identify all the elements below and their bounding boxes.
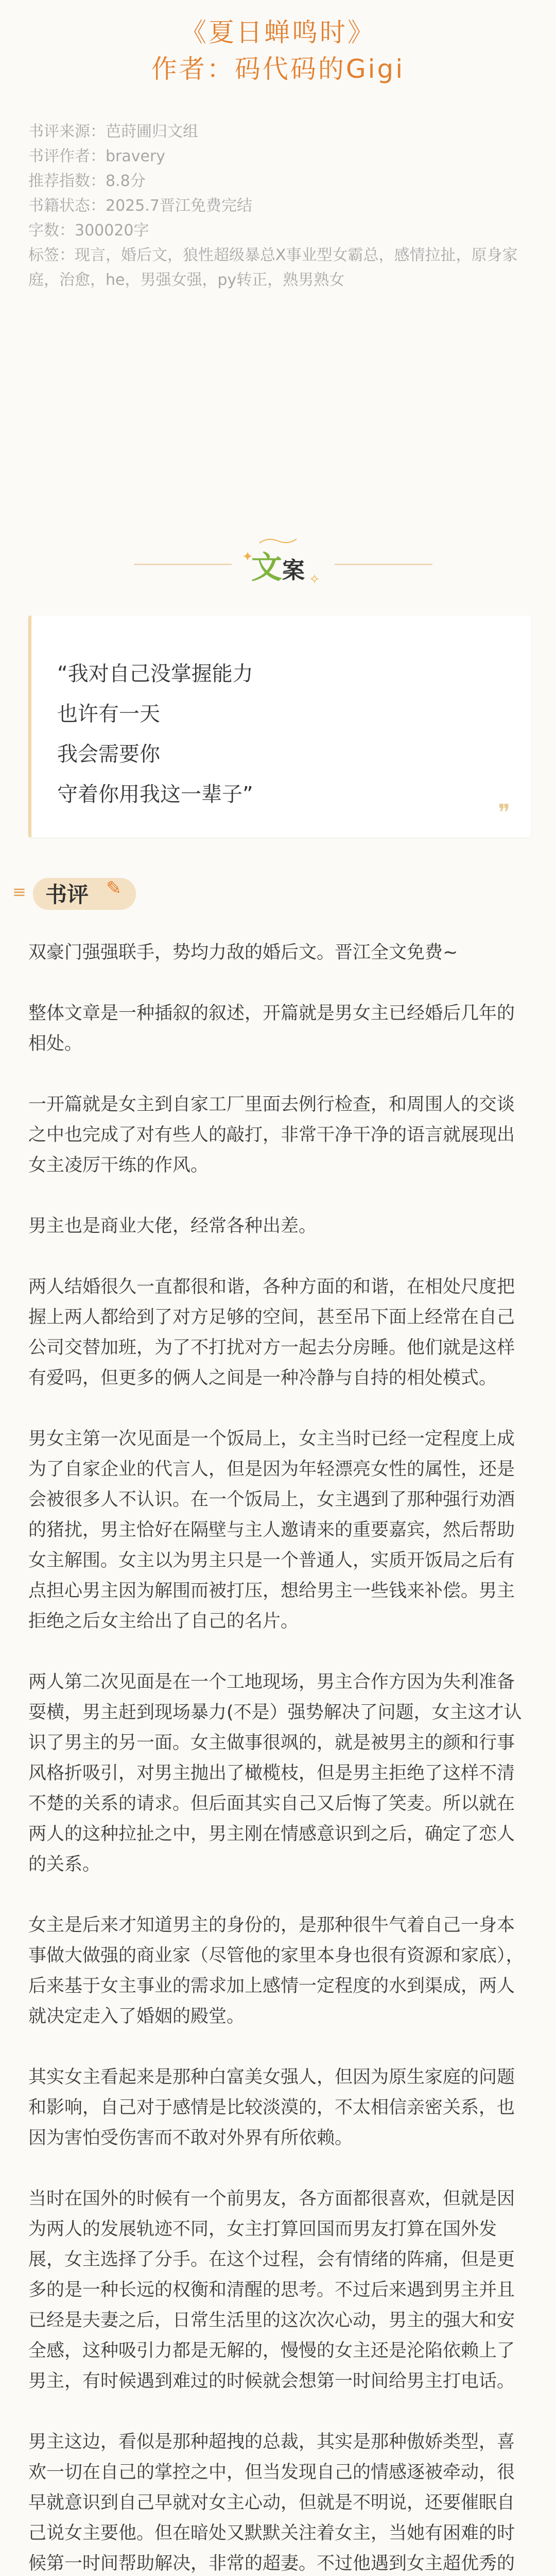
author-line: 作者：码代码的Gigi bbox=[151, 54, 405, 84]
info-rating: 推荐指数：8.8分 bbox=[28, 172, 146, 190]
review-paragraph: 男主也是商业大佬，经常各种出差。 bbox=[28, 1216, 317, 1236]
review-paragraph: 其实女主看起来是那种白富美女强人，但因为原生家庭的问题和影响，自己对于感情是比较淡漠的，不太相信亲密关系，也因为害怕受伤害而不敢对外界有所依赖。 bbox=[28, 2067, 515, 2148]
review-tag-title: 书评 bbox=[45, 882, 89, 907]
review-paragraph: 男女主第一次见面是一个饭局上，女主当时已经一定程度上成为了自家企业的代言人，但是因为年轻漂亮女性的属性，还是会被很多人不认识。在一个饭局上，女主遇到了那种强行劝酒的猪扰，男主恰好在隔壁与主人邀请来的重要嘉宾，然后帮助女主解围。女主以为男主只是一个普通人，实质开饭局之后有点担心男主因为解围而被打压，想给男主一些钱来补偿。男主拒绝之后女主给出了自己的名片。 bbox=[28, 1429, 515, 1632]
review-body bbox=[28, 938, 528, 2576]
blurb-line: 也许有一天 bbox=[57, 702, 160, 726]
review-paragraph: 当时在国外的时候有一个前男友，各方面都很喜欢，但就是因为两人的发展轨迹不同，女主打算回国而男友打算在国外发展，女主选择了分手。在这个过程，会有情绪的阵痛，但是更多的是一种长远的权衡和清醒的思考。不过后来遇到男主并且已经是夫妻之后，日常生活里的这次次心动，男主的强大和安全感，这种吸引力都是无解的，慢慢的女主还是沦陷依赖上了男主，有时候遇到难过的时候就会想第一时间给男主打电话。 bbox=[28, 2189, 515, 2392]
pen-icon: ✎ bbox=[106, 878, 122, 899]
review-paragraph: 一开篇就是女主到自家工厂里面去例行检查，和周围人的交谈之中也完成了对有些人的敲打，非常干净干净的语言就展现出女主凌厉干练的作风。 bbox=[28, 1094, 515, 1176]
corner-quote-icon: ❞ bbox=[498, 800, 510, 826]
review-paragraph: 男主这边，看似是那种超拽的总裁，其实是那种傲娇类型，喜欢一切在自己的掌控之中，但当发现自己的情感逐被牵动，很早就意识到自己早就对女主心动，但就是不明说，还要催眠自己说女主要他。但在暗处又默默关注着女主，当她有困难的时候第一时间帮助解决，非常的超妻。不过他遇到女主超优秀的 bbox=[28, 2432, 515, 2574]
info-tags: 标签：现言，婚后文，狼性超级暴总X事业型女霸总，感情拉扯，原身家庭，治愈，he，男强女强，py转正，熟男熟女 bbox=[28, 246, 518, 289]
info-reviewer: 书评作者：bravery bbox=[28, 147, 166, 165]
section-title-first: 文 bbox=[251, 550, 282, 586]
section-heading-review bbox=[12, 871, 141, 917]
section-title bbox=[0, 543, 556, 587]
blurb-box bbox=[28, 616, 531, 837]
review-paragraph: 两人结婚很久一直都很和谐，各种方面的和谐，在相处尺度把握上两人都给到了对方足够的空间，甚至吊下面上经常在自己公司交替加班，为了不打扰对方一起去分房睡。他们就是这样有爱吗，但更多的俩人之间是一种冷静与自持的相处模式。 bbox=[28, 1277, 515, 1388]
book-title: 《夏日蝉鸣时》 bbox=[181, 18, 375, 47]
review-paragraph: 双豪门强强联手，势均力敌的婚后文。晋江全文免费~ bbox=[28, 942, 458, 963]
blurb-line: “我对自己没掌握能力 bbox=[57, 662, 253, 686]
book-info bbox=[28, 120, 523, 293]
blurb-lines bbox=[57, 654, 253, 815]
blurb-line: 我会需要你 bbox=[57, 742, 160, 766]
review-paragraph: 女主是后来才知道男主的身份的，是那种很牛气着自己一身本事做大做强的商业家（尽管他的家里本身也很有资源和家底），后来基于女主事业的需求加上感情一定程度的水到渠成，两人就决定走入了婚姻的殿堂。 bbox=[28, 1915, 524, 2027]
review-paragraph: 两人第二次见面是在一个工地现场，男主合作方因为失利准备耍横，男主赶到现场暴力(不是）强势解决了问题，女主这才认识了男主的另一面。女主做事很飒的，就是被男主的颜和行事风格折吸引，对男主抛出了橄榄枝，但是男主拒绝了这样不清不楚的关系的请求。但后面其实自己又后悔了笑麦。所以就在两人的这种拉扯之中，男主刚在情感意识到之后，确定了恋人的关系。 bbox=[28, 1672, 522, 1875]
info-word-count: 字数：300020字 bbox=[28, 222, 149, 240]
info-source: 书评来源：芭莳圃归文组 bbox=[28, 123, 198, 141]
blurb-line: 守着你用我这一辈子” bbox=[57, 783, 253, 806]
review-paragraph: 整体文章是一种插叙的叙述，开篇就是男女主已经婚后几年的相处。 bbox=[28, 1003, 515, 1054]
sparkle-icon: ✦ bbox=[242, 549, 253, 565]
info-status: 书籍状态：2025.7晋江免费完结 bbox=[28, 197, 252, 215]
title-block bbox=[0, 14, 556, 88]
section-title-second: 案 bbox=[282, 557, 305, 584]
section-heading-wenan bbox=[0, 536, 556, 592]
sparkle-icon: ✧ bbox=[309, 572, 320, 587]
speed-lines-icon: ≡ bbox=[12, 882, 26, 902]
